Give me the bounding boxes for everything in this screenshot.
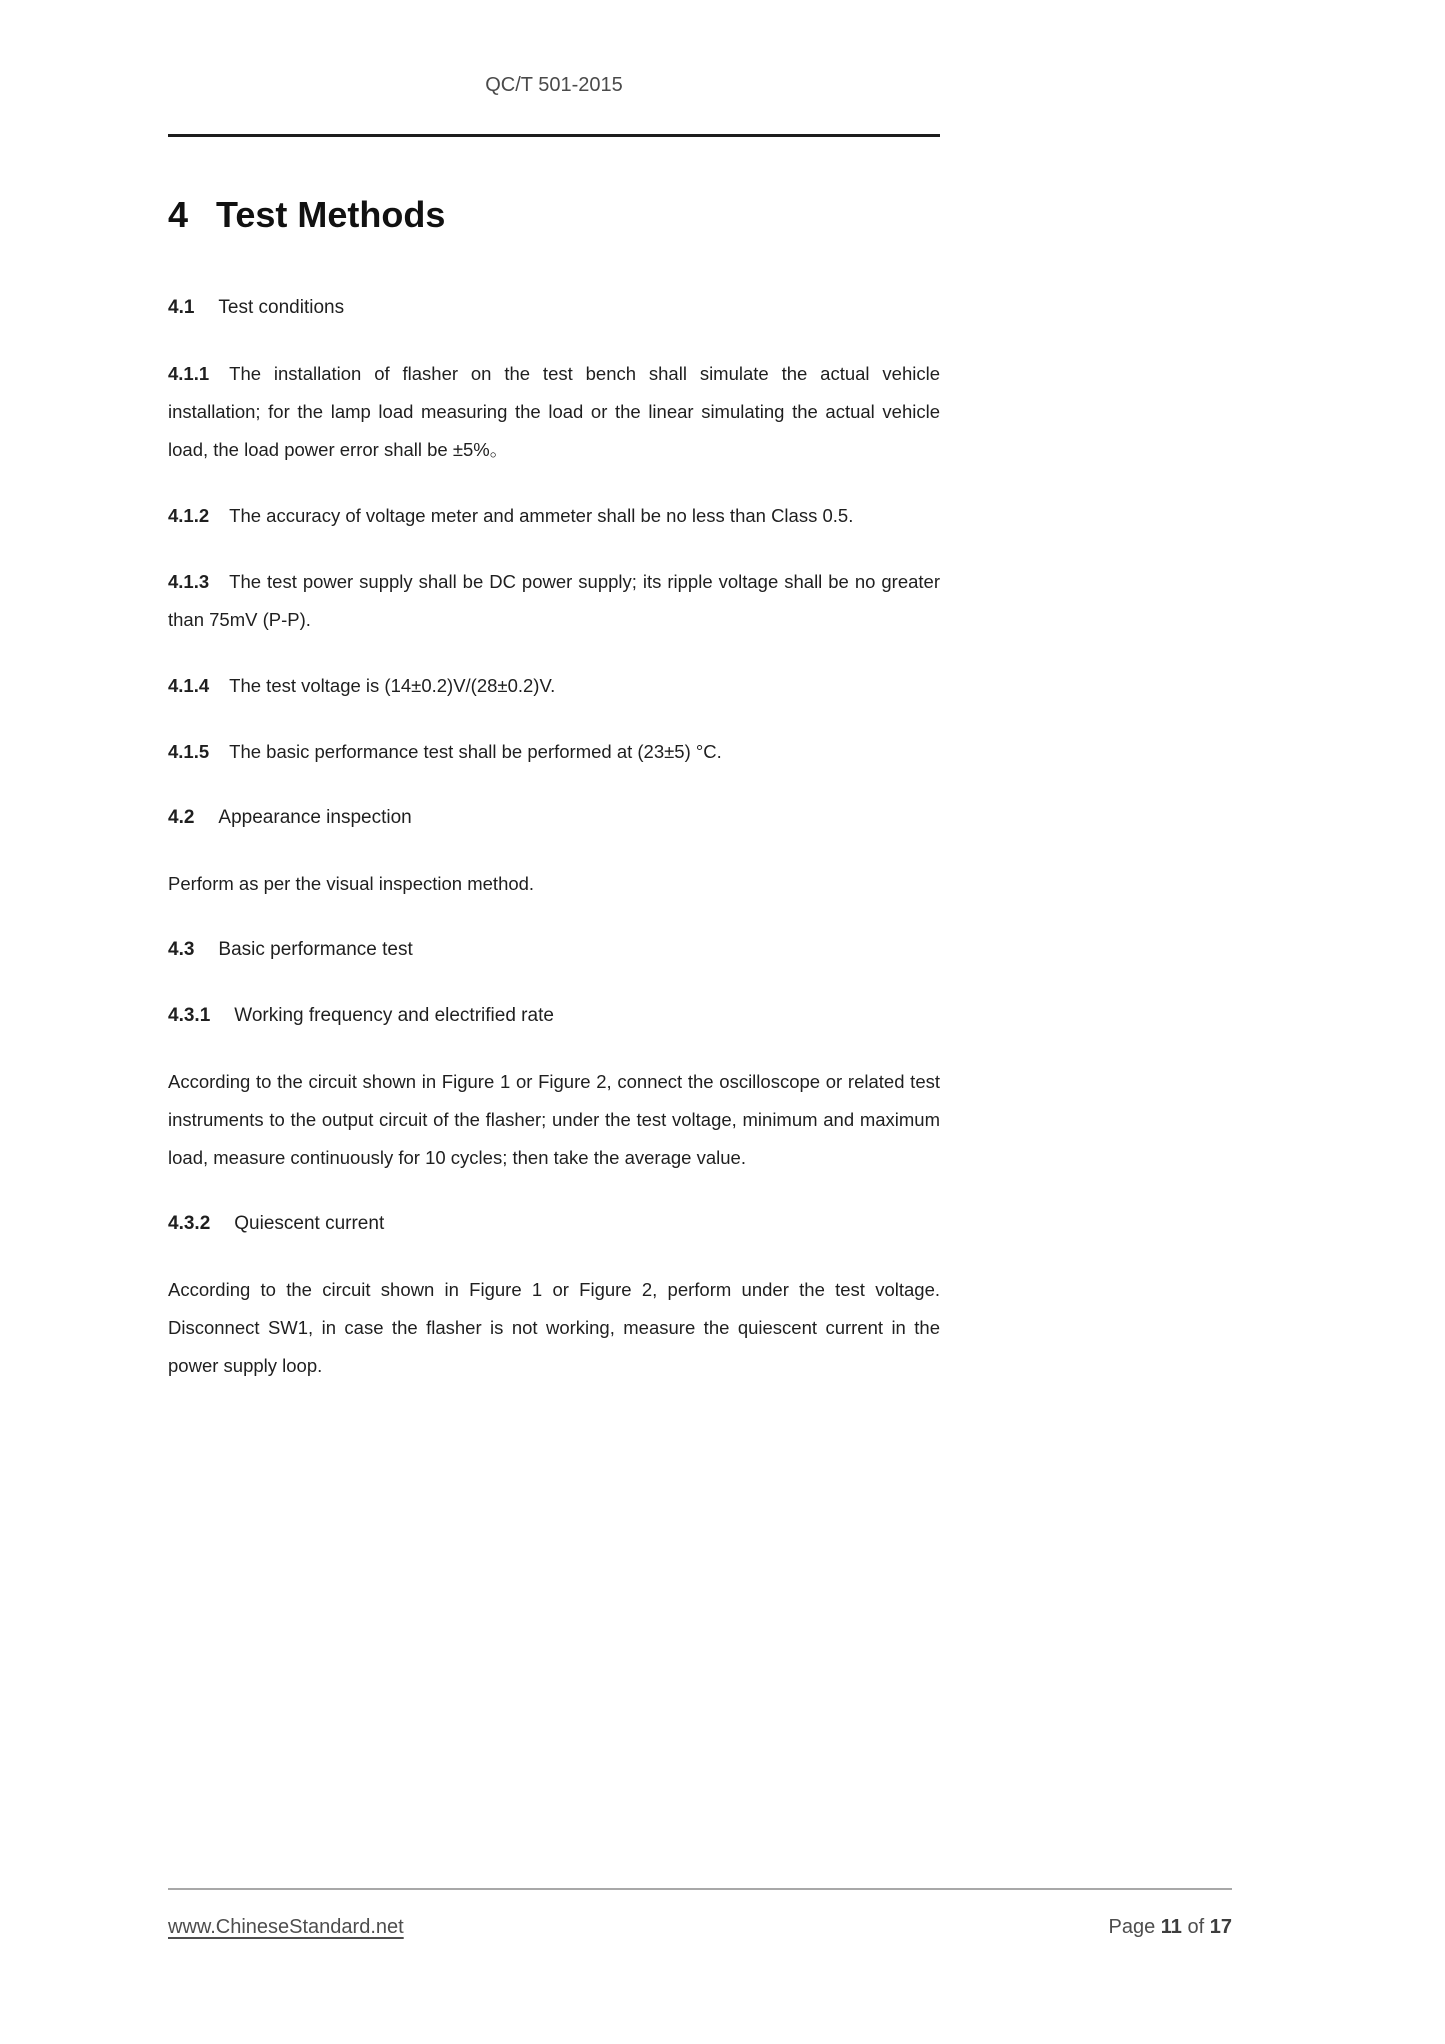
website-link[interactable]: www.ChineseStandard.net: [168, 1916, 404, 1938]
heading-4-3-1: [168, 997, 940, 1035]
paragraph-4-3-2: [168, 1271, 940, 1385]
page-footer: [168, 1888, 1232, 1940]
heading-text: Basic performance test: [218, 939, 413, 960]
clause-text: The test power supply shall be DC power supply; its ripple voltage shall be no greater than 75mV (P-P).: [168, 571, 940, 630]
paragraph-text: Perform as per the visual inspection method.: [168, 873, 535, 894]
clause-number: 4.1.2: [168, 505, 210, 526]
heading-text: Test conditions: [218, 297, 345, 318]
header-rule: [168, 134, 940, 137]
clause-number: 4.1.5: [168, 741, 210, 762]
heading-text: Quiescent current: [234, 1213, 385, 1234]
clause-4-1-5: [168, 733, 940, 771]
heading-number: 4.3: [168, 939, 195, 960]
clause-text: The basic performance test shall be performed at (23±5) °C.: [229, 741, 722, 762]
heading-4-3: [168, 931, 940, 969]
clause-4-1-2: [168, 497, 940, 535]
doc-number: QC/T 501-2015: [485, 74, 623, 96]
clause-text: The accuracy of voltage meter and ammeter shall be no less than Class 0.5.: [229, 505, 854, 526]
running-header: [168, 0, 940, 98]
paragraph-text: According to the circuit shown in Figure 1 or Figure 2, connect the oscilloscope or related test instruments to the output circuit of the flasher; under the test voltage, minimum and maximum load, measure continuously for 10 cycles; then take the average value.: [168, 1071, 940, 1168]
of-word: of: [1187, 1916, 1205, 1938]
page-word: Page: [1108, 1916, 1156, 1938]
heading-number: 4.3.2: [168, 1213, 211, 1234]
heading-4-1: [168, 289, 940, 327]
page-title-text: Test Methods: [216, 194, 446, 235]
heading-4-2: [168, 799, 940, 837]
page-title: [168, 191, 940, 239]
content-column: [168, 0, 940, 1385]
clause-4-1-4: [168, 667, 940, 705]
heading-number: 4.2: [168, 807, 195, 828]
clause-number: 4.1.1: [168, 363, 210, 384]
paragraph-text: According to the circuit shown in Figure 1 or Figure 2, perform under the test voltage. Disconnect SW1, in case the flasher is not working, measure the quiescent current in the power supply loop.: [168, 1279, 940, 1376]
page-number: 11: [1160, 1916, 1182, 1938]
clause-number: 4.1.3: [168, 571, 210, 592]
page-title-number: 4: [168, 194, 189, 235]
heading-number: 4.1: [168, 297, 195, 318]
heading-text: Working frequency and electrified rate: [234, 1005, 554, 1026]
heading-number: 4.3.1: [168, 1005, 211, 1026]
paragraph-4-3-1: [168, 1063, 940, 1177]
total-pages: 17: [1209, 1916, 1232, 1938]
clause-4-1-3: [168, 563, 940, 639]
page-indicator: [1109, 1914, 1233, 1940]
paragraph-4-2: [168, 865, 940, 903]
heading-4-3-2: [168, 1205, 940, 1243]
clause-number: 4.1.4: [168, 675, 210, 696]
clause-4-1-1: [168, 355, 940, 469]
clause-text: The test voltage is (14±0.2)V/(28±0.2)V.: [229, 675, 556, 696]
heading-text: Appearance inspection: [218, 807, 412, 828]
clause-text: The installation of flasher on the test bench shall simulate the actual vehicle installation; for the lamp load measuring the load or the linear simulating the actual vehicle load, the load power error shall be ±5%。: [168, 363, 940, 460]
